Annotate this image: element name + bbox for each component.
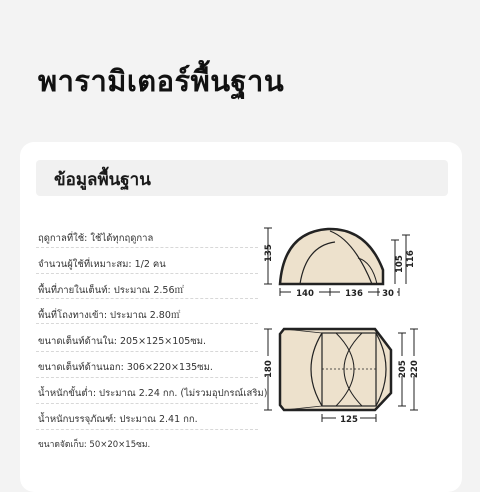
dim-length-back: 30 [382, 289, 394, 299]
dim-height-total: 116 [406, 250, 416, 268]
dim-length-mid: 136 [345, 289, 363, 299]
dim-height-outer: 135 [264, 244, 274, 262]
dim-width-left: 180 [264, 360, 274, 378]
spec-outer-size: ขนาดเต็นท์ด้านนอก: 306×220×135ซม. [38, 362, 213, 373]
spec-min-weight: น้ำหนักขั้นต่ำ: ประมาณ 2.24 กก. (ไม่รวมอุปกรณ์เสริม) [38, 388, 268, 399]
spec-capacity: จำนวนผู้ใช้ที่เหมาะสม: 1/2 คน [38, 259, 166, 270]
spec-inner-size: ขนาดเต็นท์ด้านใน: 205×125×105ซม. [38, 336, 207, 347]
spec-vestibule-area: พื้นที่โถงทางเข้า: ประมาณ 2.80㎡ [38, 310, 181, 321]
tent-fly-outline [280, 329, 391, 410]
dim-length-front: 140 [296, 289, 314, 299]
spec-pack-size: ขนาดจัดเก็บ: 50×20×15ซม. [38, 440, 151, 450]
dim-width-inner: 125 [340, 415, 358, 425]
page-title: พารามิเตอร์พื้นฐาน [38, 64, 285, 98]
dim-length-outer: 220 [410, 360, 420, 378]
section-title: ข้อมูลพื้นฐาน [54, 170, 151, 190]
spec-package-weight: น้ำหนักบรรจุภัณฑ์: ประมาณ 2.41 กก. [38, 414, 198, 425]
dim-length-inner: 205 [398, 360, 408, 378]
spec-season: ฤดูกาลที่ใช้: ใช้ได้ทุกฤดูกาล [38, 233, 154, 244]
dim-height-inner: 105 [395, 255, 405, 273]
spec-inner-area: พื้นที่ภายในเต็นท์: ประมาณ 2.56㎡ [38, 285, 185, 296]
